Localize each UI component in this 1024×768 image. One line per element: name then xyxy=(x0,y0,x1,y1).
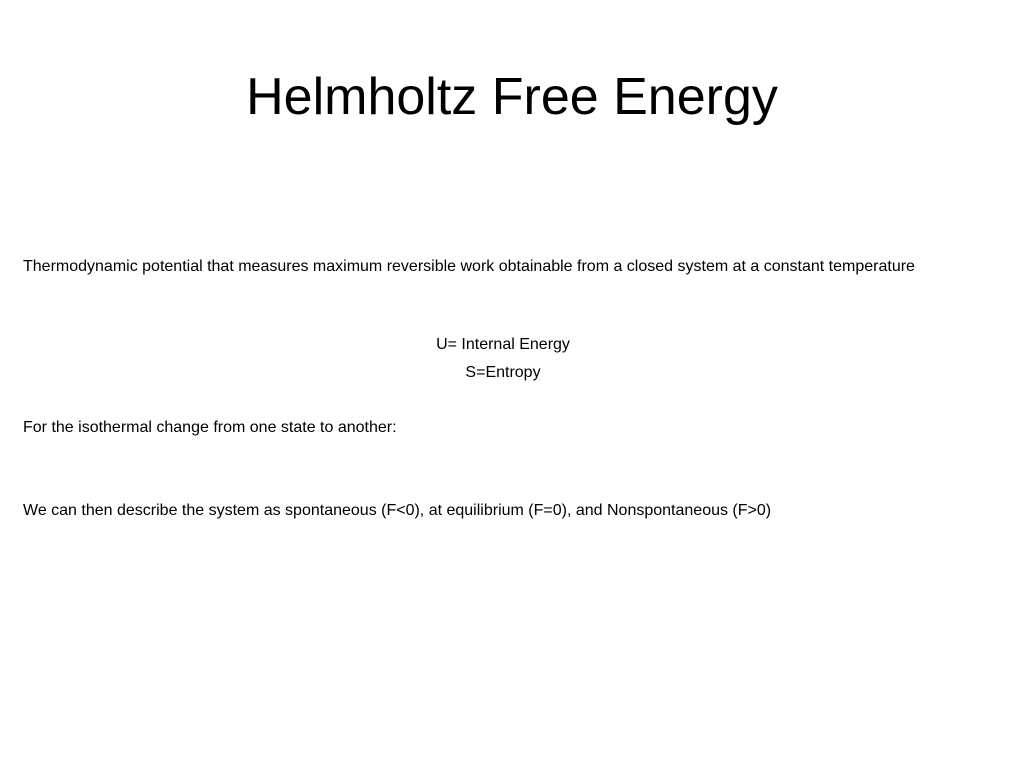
spontaneity-text: We can then describe the system as spontaneous (F<0), at equilibrium (F=0), and Nonspontaneous (F>0) xyxy=(23,502,772,519)
entropy-label: S=Entropy xyxy=(465,364,541,381)
internal-energy-label: U= Internal Energy xyxy=(436,336,570,353)
slide-title: Helmholtz Free Energy xyxy=(246,68,778,126)
isothermal-change-text: For the isothermal change from one state to another: xyxy=(23,419,397,436)
definition-text: Thermodynamic potential that measures maximum reversible work obtainable from a closed system at a constant temperature xyxy=(23,258,915,275)
